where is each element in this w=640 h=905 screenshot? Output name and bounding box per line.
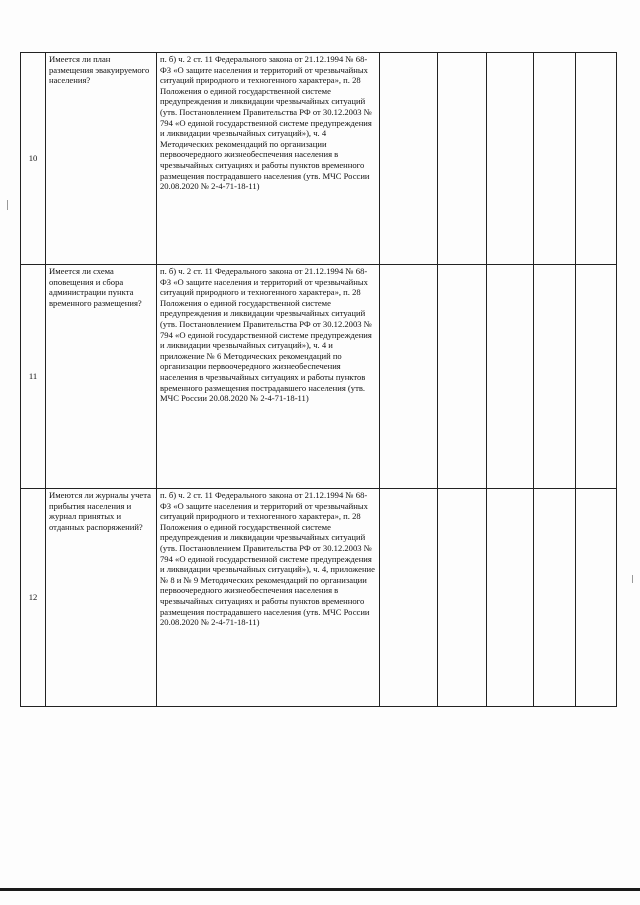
note-cell: [576, 489, 617, 707]
answer-not-applicable-cell: [487, 489, 534, 707]
row-number: 11: [21, 265, 46, 489]
scan-bottom-edge: [0, 888, 640, 891]
question-cell: Имеется ли схема оповещения и сбора администрации пункта временного размещения?: [46, 265, 157, 489]
answer-extra-cell: [534, 265, 576, 489]
scan-artifact: [7, 200, 8, 210]
checklist-table: [20, 52, 617, 707]
legal-basis-cell: п. б) ч. 2 ст. 11 Федерального закона от 21.12.1994 № 68-ФЗ «О защите населения и территорий от чрезвычайных ситуаций природного и техногенного характера», п. 28 Положения о единой государственной системе предупреждения и ликвидации чрезвычайных ситуаций (утв. Постановлением Правительства РФ от 30.12.2003 № 794 «О единой государственной системе предупреждения и ликвидации чрезвычайных ситуаций»), ч. 4 и приложение № 6 Методических рекомендаций по организации первоочередного жизнеобеспечения населения в чрезвычайных ситуациях и работы пунктов временного размещения пострадавшего населения (утв. МЧС России 20.08.2020 № 2-4-71-18-11): [157, 265, 380, 489]
question-cell: Имеется ли план размещения эвакуируемого населения?: [46, 53, 157, 265]
answer-extra-cell: [534, 489, 576, 707]
answer-extra-cell: [534, 53, 576, 265]
legal-basis-cell: п. б) ч. 2 ст. 11 Федерального закона от 21.12.1994 № 68-ФЗ «О защите населения и территорий от чрезвычайных ситуаций природного и техногенного характера», п. 28 Положения о единой государственной системе предупреждения и ликвидации чрезвычайных ситуаций (утв. Постановлением Правительства РФ от 30.12.2003 № 794 «О единой государственной системе предупреждения и ликвидации чрезвычайных ситуаций»), ч. 4 Методических рекомендаций по организации первоочередного жизнеобеспечения населения в чрезвычайных ситуациях и работы пунктов временного размещения пострадавшего населения (утв. МЧС России 20.08.2020 № 2-4-71-18-11): [157, 53, 380, 265]
answer-not-applicable-cell: [487, 53, 534, 265]
note-cell: [576, 53, 617, 265]
table-row: [21, 265, 617, 489]
note-cell: [576, 265, 617, 489]
answer-yes-cell: [380, 489, 438, 707]
answer-no-cell: [438, 53, 487, 265]
answer-yes-cell: [380, 53, 438, 265]
row-number: 12: [21, 489, 46, 707]
table-row: [21, 53, 617, 265]
row-number: 10: [21, 53, 46, 265]
scan-artifact: [632, 575, 633, 583]
question-cell: Имеются ли журналы учета прибытия населения и журнал принятых и отданных распоряжений?: [46, 489, 157, 707]
answer-not-applicable-cell: [487, 265, 534, 489]
table-row: [21, 489, 617, 707]
answer-yes-cell: [380, 265, 438, 489]
answer-no-cell: [438, 489, 487, 707]
answer-no-cell: [438, 265, 487, 489]
legal-basis-cell: п. б) ч. 2 ст. 11 Федерального закона от 21.12.1994 № 68-ФЗ «О защите населения и территорий от чрезвычайных ситуаций природного и техногенного характера», п. 28 Положения о единой государственной системе предупреждения и ликвидации чрезвычайных ситуаций (утв. Постановлением Правительства РФ от 30.12.2003 № 794 «О единой государственной системе предупреждения и ликвидации чрезвычайных ситуаций»), ч. 4, приложение № 8 и № 9 Методических рекомендаций по организации первоочередного жизнеобеспечения населения в чрезвычайных ситуациях и работы пунктов временного размещения пострадавшего населения (утв. МЧС России 20.08.2020 № 2-4-71-18-11): [157, 489, 380, 707]
